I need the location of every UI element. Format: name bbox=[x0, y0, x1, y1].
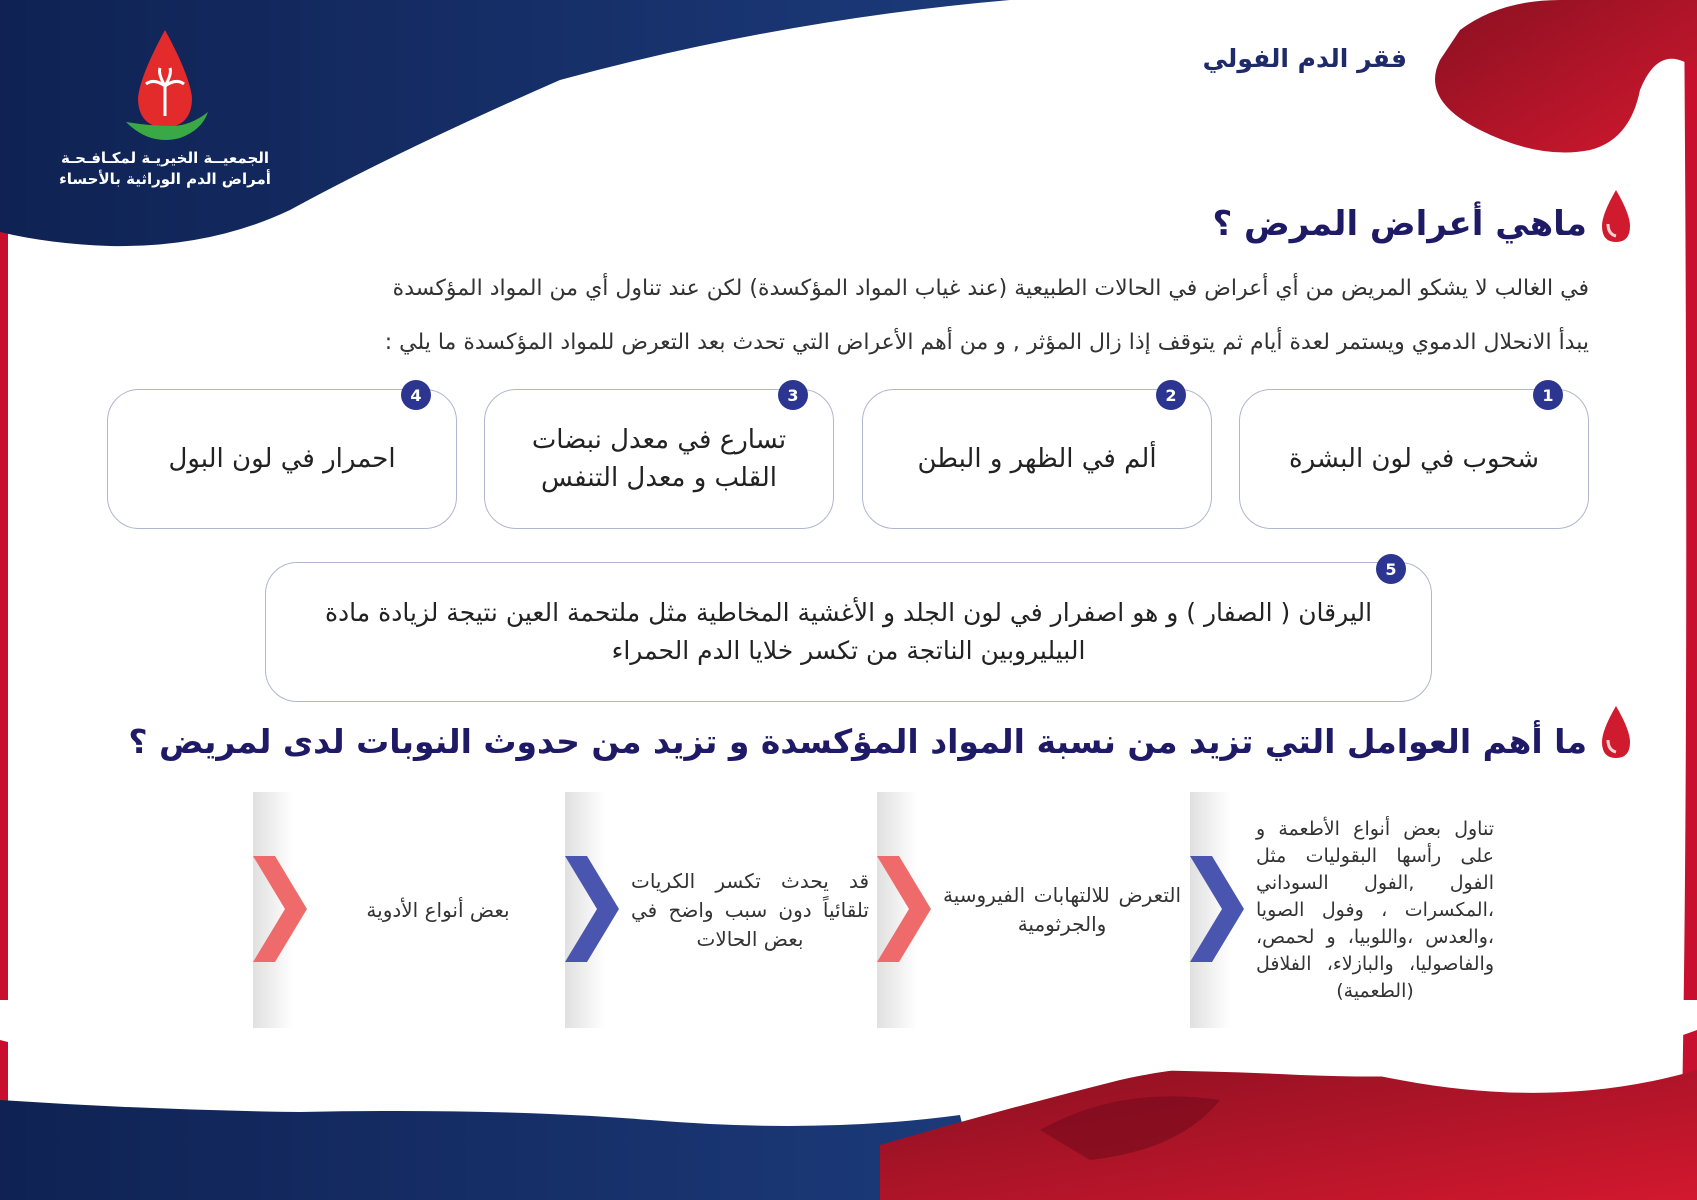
symptom-text: تسارع في معدل نبضات القلب و معدل التنفس bbox=[531, 425, 787, 493]
chevron-right-icon bbox=[565, 856, 619, 962]
chevron-right-icon bbox=[877, 856, 931, 962]
symptom-number-badge: 2 bbox=[1156, 380, 1186, 410]
symptom-card-1 bbox=[1239, 389, 1589, 529]
symptom-text: احمرار في لون البول bbox=[168, 444, 396, 474]
factor-text: بعض أنواع الأدوية bbox=[366, 897, 510, 922]
intro-line-1: في الغالب لا يشكو المريض من أي أعراض في الحالات الطبيعية (عند غياب المواد المؤكسدة) لكن عند تناول أي من المواد المؤكسدة bbox=[392, 276, 1589, 301]
symptom-text: اليرقان ( الصفار ) و هو اصفرار في لون الجلد و الأغشية المخاطية مثل ملتحمة العين نتيجة لزيادة مادة البيليروبين الناتجة من تكسر خلايا الدم الحمراء bbox=[324, 598, 1373, 665]
blood-drop-icon bbox=[1598, 188, 1634, 244]
symptom-number-badge: 4 bbox=[401, 380, 431, 410]
symptom-card-5 bbox=[265, 562, 1432, 702]
symptom-card-4 bbox=[107, 389, 457, 529]
intro-line-2: يبدأ الانحلال الدموي ويستمر لعدة أيام ثم يتوقف إذا زال المؤثر , و من أهم الأعراض التي تحدث بعد التعرض للمواد المؤكسدة ما يلي : bbox=[384, 330, 1589, 355]
symptom-number-badge: 1 bbox=[1533, 380, 1563, 410]
symptom-number-badge: 5 bbox=[1376, 554, 1406, 584]
symptom-card-3 bbox=[484, 389, 834, 529]
chevron-right-icon bbox=[253, 856, 307, 962]
factor-text: التعرض للالتهابات الفيروسية والجرثومية bbox=[943, 883, 1181, 936]
factor-step-1 bbox=[1190, 792, 1502, 1028]
symptom-text: ألم في الظهر و البطن bbox=[917, 444, 1157, 474]
logo-text-line1: الجمعيــة الخيريـة لمكـافـحـة bbox=[60, 149, 270, 167]
symptom-text: شحوب في لون البشرة bbox=[1289, 444, 1539, 474]
symptoms-intro bbox=[89, 262, 1589, 370]
logo-text-line2: أمراض الدم الوراثية بالأحساء bbox=[59, 170, 271, 188]
factor-step-2 bbox=[877, 792, 1189, 1028]
symptoms-heading: ماهي أعراض المرض ؟ bbox=[1212, 204, 1587, 244]
factor-step-3 bbox=[565, 792, 877, 1028]
blood-drop-palm-hand-icon bbox=[120, 26, 210, 148]
organization-logo bbox=[40, 26, 290, 196]
factor-text: تناول بعض أنواع الأطعمة و على رأسها البقوليات مثل الفول ,الفول السوداني ،المكسرات ، وفول الصويا ،والعدس ،واللوبيا، و لحمص، والفاصوليا، والبازلاء، الفلافل (الطعمية) bbox=[1256, 817, 1494, 1002]
symptom-card-2 bbox=[862, 389, 1212, 529]
symptom-number-badge: 3 bbox=[778, 380, 808, 410]
factors-heading: ما أهم العوامل التي تزيد من نسبة المواد المؤكسدة و تزيد من حدوث النوبات لدى لمريض ؟ bbox=[128, 722, 1587, 761]
blood-drop-icon bbox=[1598, 704, 1634, 760]
page-title: فقر الدم الفولي bbox=[1202, 44, 1407, 73]
factor-step-4 bbox=[253, 792, 565, 1028]
chevron-right-icon bbox=[1190, 856, 1244, 962]
factor-text: قد يحدث تكسر الكريات تلقائياً دون سبب واضح في بعض الحالات bbox=[631, 868, 869, 951]
